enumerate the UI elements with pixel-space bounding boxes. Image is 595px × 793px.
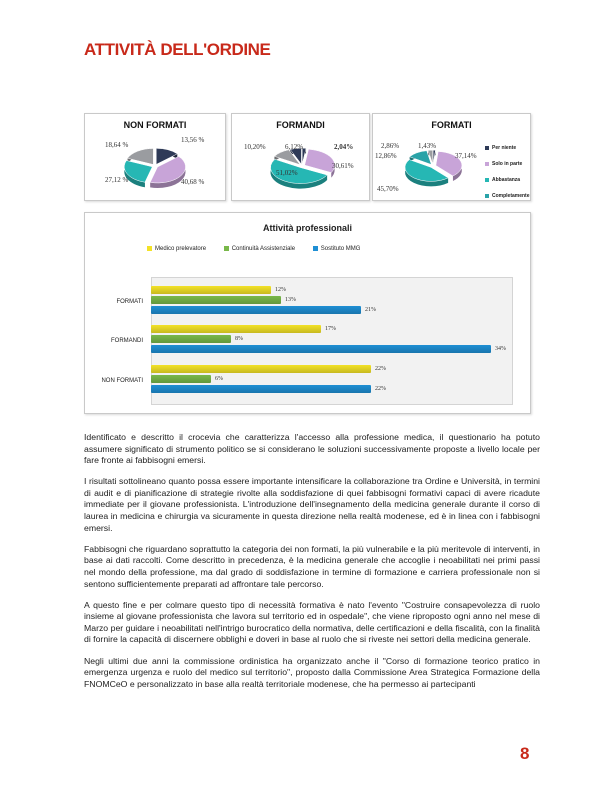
paragraph: Fabbisogni che riguardano soprattutto la categoria dei non formati, la più vulnerabile e la più meritevole di interventi, in base ai dati raccolti. Come descritto in precedenza, è la medicina generale che accoglie i neoabilitati nei primi passi nel mondo della professione, ma dal grado di soddisfazione in termine di formazione e carriera professionale non si sentono sufficientemente preparati ad affrontare tale percorso. bbox=[84, 543, 540, 589]
pie-label: 2,04% bbox=[334, 143, 354, 151]
pie-title: FORMANDI bbox=[276, 120, 325, 130]
pie-slice bbox=[433, 150, 435, 164]
bar-value-label: 6% bbox=[215, 376, 223, 382]
pie-label: 18,64 % bbox=[105, 141, 129, 149]
pie-title: FORMATI bbox=[431, 120, 472, 130]
bar bbox=[151, 286, 271, 294]
page-number: 8 bbox=[520, 744, 530, 763]
legend-item bbox=[485, 193, 530, 199]
pie-label: 45,70% bbox=[377, 185, 399, 193]
bar bbox=[151, 385, 371, 393]
pie-svg bbox=[85, 114, 225, 200]
pie-label: 6,12% bbox=[285, 143, 304, 151]
category-label: FORMANDI bbox=[111, 338, 143, 344]
pie-slice bbox=[305, 149, 335, 172]
bar-value-label: 13% bbox=[285, 297, 296, 303]
legend-item bbox=[147, 246, 206, 252]
chart-title: Attività professionali bbox=[262, 223, 352, 233]
legend-item bbox=[313, 246, 361, 252]
legend-label: Sostituto MMG bbox=[320, 246, 361, 253]
pie-label: 12,86% bbox=[375, 152, 397, 160]
pie-label: 27,12 % bbox=[105, 176, 129, 184]
legend-label: Per niente bbox=[492, 145, 517, 151]
bar bbox=[151, 296, 281, 304]
pie-chart-formandi bbox=[231, 113, 370, 201]
pie-label: 1,43% bbox=[418, 142, 437, 150]
pie-label: 51,02% bbox=[276, 169, 298, 177]
bar-value-label: 21% bbox=[365, 307, 376, 313]
bar-value-label: 22% bbox=[375, 366, 386, 372]
bar-chart-attivita-professionali bbox=[84, 212, 531, 414]
bar bbox=[151, 325, 321, 333]
bar-value-label: 12% bbox=[275, 287, 286, 293]
pie-label: 30,61% bbox=[332, 162, 354, 170]
legend-item bbox=[485, 177, 520, 183]
bar-value-label: 22% bbox=[375, 386, 386, 392]
legend-label: Continuità Assistenziale bbox=[231, 246, 296, 253]
pie-label: 40,68 % bbox=[181, 178, 205, 186]
bar bbox=[151, 345, 491, 353]
pie-chart-formati bbox=[372, 113, 531, 201]
paragraph: A questo fine e per colmare questo tipo di necessità formativa è nato l'evento "Costruire consapevolezza di ruolo insieme al giovane professionista che lavora sul territorio ed in ospedale", che viene riproposto ogni anno nel mese di Marzo per guidare i neoabilitati nell'intrigo burocratico della normativa, delle certificazioni e della fiscalità, con la finalità di fornire la capacità di discernere obblighi e doveri in base al ruolo che si riveste nei settori della medicina generale. bbox=[84, 599, 540, 645]
pie-chart-non-formati bbox=[84, 113, 226, 201]
body-text bbox=[84, 432, 540, 700]
legend-item bbox=[224, 246, 295, 252]
legend-label: Completamente bbox=[492, 193, 530, 199]
pie-svg bbox=[232, 114, 369, 200]
legend-label: Solo in parte bbox=[492, 161, 523, 167]
paragraph: Identificato e descritto il crocevia che caratterizza l'accesso alla professione medica, il questionario ha potuto assumere significato di strumento politico se si considerano le soluzioni successivamente proposte a livello locale per fare fronte ai fabbisogni emersi. bbox=[84, 432, 540, 466]
bar-value-label: 34% bbox=[495, 346, 506, 352]
pie-label: 10,20% bbox=[244, 143, 266, 151]
legend-item bbox=[485, 161, 522, 167]
chart-legend bbox=[147, 246, 376, 252]
bar-value-label: 17% bbox=[325, 326, 336, 332]
paragraph: Negli ultimi due anni la commissione ordinistica ha organizzato anche il "Corso di formazione teorico pratico in emergenza urgenza e ruolo del medico sul territorio", proposto dalla Commissione Area Strategica Formazione della FNOMCeO e personalizzato in base alla realtà territoriale modenese, che ha permesso ai partecipanti bbox=[84, 655, 540, 689]
bar bbox=[151, 306, 361, 314]
bar bbox=[151, 365, 371, 373]
pie-label: 2,86% bbox=[381, 142, 400, 150]
pie-title: NON FORMATI bbox=[123, 120, 187, 130]
bar bbox=[151, 375, 211, 383]
pie-label: 37,14% bbox=[455, 152, 477, 160]
legend-label: Abbastanza bbox=[492, 177, 521, 183]
category-label: FORMATI bbox=[116, 299, 143, 305]
legend-label: Medico prelevatore bbox=[155, 246, 207, 253]
clipped-caption-line bbox=[84, 413, 529, 417]
page-title: ATTIVITÀ DELL'ORDINE bbox=[84, 40, 271, 59]
pie-label: 13,56 % bbox=[181, 136, 205, 144]
paragraph: I risultati sottolineano quanto possa essere importante intensificare la collaborazione tra Ordine e Università, in termini di audit e di pianificazione di strategie rivolte alla soddisfazione di quei fabbisogni formativi capaci di avere ricadute immediate per il giovane professionista. L'introduzione dell'insegnamento della medicina generale durante il corso di laurea in medicina e chirurgia va sicuramente in questa direzione nella realtà modenese, ed è in linea con i fabbisogni emersi. bbox=[84, 476, 540, 533]
category-label: NON FORMATI bbox=[101, 378, 143, 384]
bar bbox=[151, 335, 231, 343]
bar-value-label: 8% bbox=[235, 336, 243, 342]
legend-item bbox=[485, 145, 516, 151]
